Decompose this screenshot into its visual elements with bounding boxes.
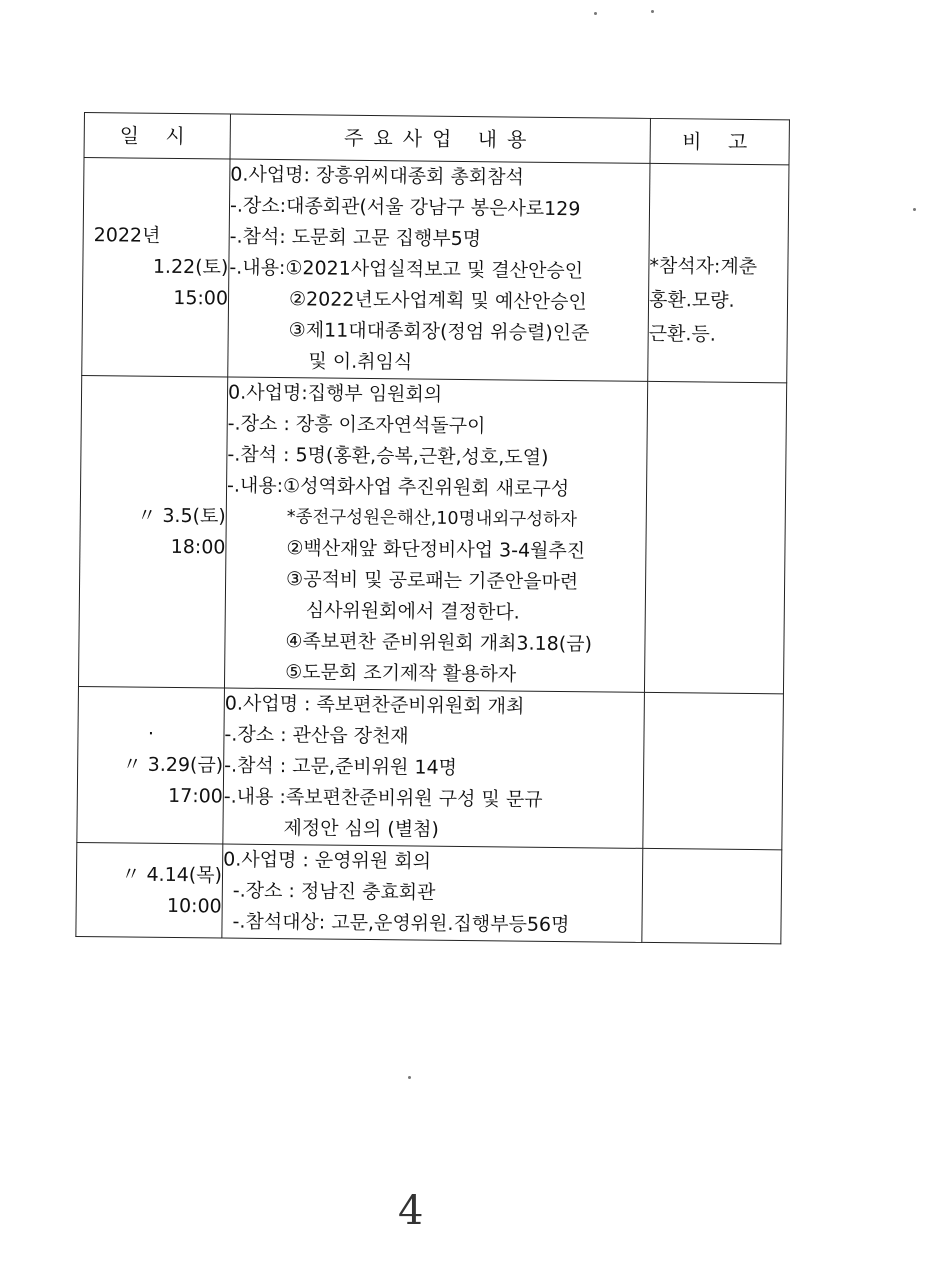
content-line: -.참석 : 5명(홍환,승복,근환,성호,도열)	[227, 443, 549, 469]
page-number: 4	[398, 1188, 424, 1234]
table-header-row	[84, 113, 789, 165]
table-row	[76, 842, 782, 943]
content-line: 심사위원회에서 결정한다.	[305, 599, 520, 624]
table-row	[82, 158, 789, 383]
header-date: 일 시	[84, 113, 230, 160]
date-time: 18:00	[170, 535, 226, 559]
scan-speck	[408, 1076, 411, 1079]
content-line: -.참석 : 고문,준비위원 14명	[224, 754, 458, 779]
note-cell	[642, 848, 782, 943]
header-content: 주요사업 내용	[230, 114, 650, 163]
note-line: *참석자:계춘	[649, 254, 758, 278]
content-line: ②백산재앞 화단정비사업 3-4월추진	[286, 537, 586, 563]
date-day: 〃 3.5(토)	[137, 504, 226, 528]
content-line: 0.사업명 : 족보편찬준비위원회 개최	[224, 692, 525, 718]
date-day: 〃 3.29(금)	[122, 753, 224, 777]
note-line: 근환.등.	[648, 322, 716, 346]
content-line: -.내용:①성역화사업 추진위원회 새로구성	[226, 474, 570, 501]
content-cell	[228, 159, 650, 381]
table-row	[78, 375, 786, 693]
date-time: 10:00	[166, 894, 222, 917]
content-line: ④족보편찬 준비위원회 개최3.18(금)	[285, 630, 593, 656]
date-day: 1.22(토)	[152, 255, 229, 279]
scan-speck	[913, 208, 916, 211]
content-line: -.장소 : 장흥 이조자연석돌구이	[227, 412, 486, 438]
content-line: 0.사업명: 장흥위씨대종회 총회참석	[230, 163, 525, 189]
content-line: -.장소 : 관산읍 장천재	[224, 723, 409, 748]
content-line: 0.사업명:집행부 임원회의	[227, 381, 443, 406]
date-cell	[82, 158, 230, 378]
note-line: 홍환.모량.	[648, 288, 735, 312]
content-line: ②2022년도사업계획 및 예산안승인	[288, 288, 587, 314]
date-time: 17:00	[167, 784, 223, 808]
date-year: 2022년	[93, 224, 161, 247]
content-line: ③제11대대종회장(정엄 위승렬)인준	[288, 319, 590, 345]
date-cell	[76, 842, 223, 938]
content-line: 제정안 심의 (별첨)	[283, 817, 440, 841]
note-cell	[643, 692, 784, 849]
content-line: -.장소:대종회관(서울 강남구 봉은사로129	[229, 194, 581, 221]
schedule-table	[75, 112, 790, 944]
content-line: 0.사업명 : 운영위원 회의	[223, 848, 432, 873]
date-day: 〃 4.14(목)	[121, 862, 223, 886]
note-cell	[648, 163, 789, 382]
content-line: *종전구성원은해산,10명내외구성하자	[286, 507, 578, 531]
content-line: -.내용:①2021사업실적보고 및 결산안승인	[229, 256, 584, 283]
date-time: 15:00	[173, 286, 229, 310]
date-cell	[77, 686, 225, 844]
content-line: -.참석: 도문회 고문 집행부5명	[229, 225, 482, 251]
content-cell	[222, 844, 643, 942]
content-line: 및 이.취임식	[308, 350, 413, 374]
note-cell	[644, 381, 786, 693]
table-row	[77, 686, 784, 849]
date-cell	[78, 375, 227, 688]
content-line: ⑤도문회 조기제작 활용하자	[285, 661, 517, 686]
content-line: -.참석대상: 고문,운영위원.집행부등56명	[232, 910, 570, 937]
scan-speck	[651, 10, 654, 13]
date-mark: ·	[147, 722, 155, 745]
header-note: 비 고	[650, 118, 789, 164]
scan-speck	[594, 12, 597, 15]
content-cell	[224, 377, 647, 692]
content-line: ③공적비 및 공로패는 기준안을마련	[286, 568, 579, 594]
content-line: -.장소 : 정남진 충효회관	[232, 879, 436, 904]
content-line: -.내용 :족보편찬준비위원 구성 및 문규	[223, 785, 543, 811]
content-cell	[223, 688, 645, 848]
